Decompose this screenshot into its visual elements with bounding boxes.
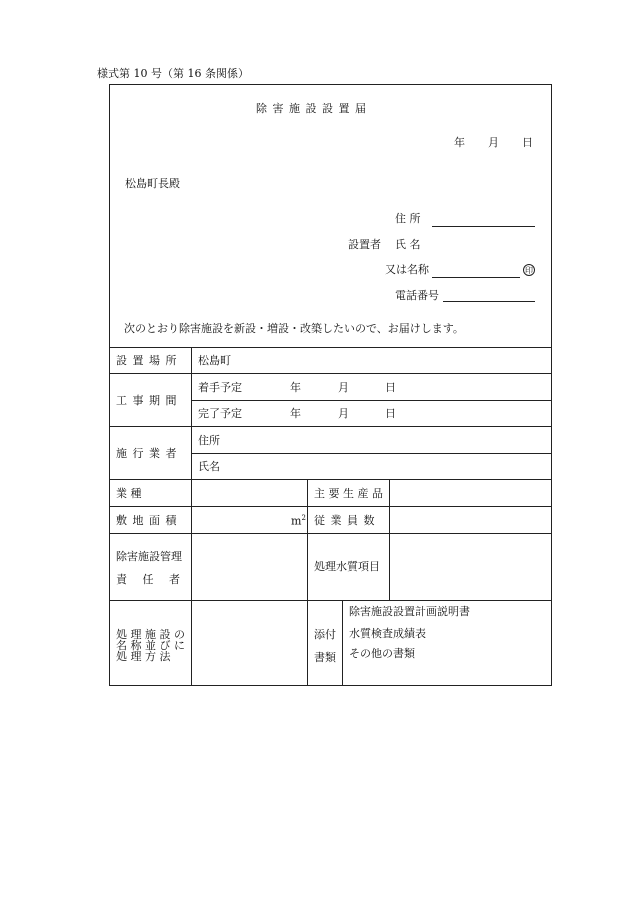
- site-area-unit: [291, 515, 306, 527]
- attachment-item: その他の書類: [349, 647, 415, 660]
- location-label: 設 置 場 所: [116, 354, 178, 367]
- manager-label-2: 責 任 者: [116, 573, 186, 586]
- form-title: 除 害 施 設 設 置 届: [256, 102, 367, 115]
- end-month[interactable]: 月: [338, 407, 349, 420]
- date-day: 日: [522, 136, 533, 149]
- facility-label-2: 名 称 並 び に: [116, 639, 185, 652]
- contractor-address-label[interactable]: 住所: [198, 434, 220, 447]
- address-field[interactable]: [432, 226, 535, 227]
- facility-label-1: 処 理 施 設 の: [116, 628, 185, 641]
- phone-label: 電話番号: [395, 289, 439, 302]
- phone-field[interactable]: [443, 301, 535, 302]
- industry-label-text: 業 種: [116, 487, 142, 500]
- name-field[interactable]: [432, 277, 520, 278]
- end-label: 完了予定: [198, 407, 242, 420]
- contractor-name-label[interactable]: 氏名: [198, 460, 220, 473]
- row-line: [109, 600, 552, 601]
- row-line: [109, 533, 552, 534]
- address-label: 住 所: [395, 212, 421, 225]
- col-line: [342, 600, 343, 686]
- installer-label: 設置者: [348, 238, 381, 251]
- industry-label: [116, 488, 186, 499]
- or-name-label: 又は名称: [385, 263, 429, 276]
- start-label: 着手予定: [198, 381, 242, 394]
- row-line: [109, 373, 552, 374]
- form-number: 様式第 10 号（第 16 条関係）: [97, 67, 249, 80]
- start-year[interactable]: 年: [290, 381, 301, 394]
- end-day[interactable]: 日: [385, 407, 396, 420]
- contractor-label: 施 行 業 者: [116, 447, 178, 460]
- attachment-item: 水質検査成績表: [349, 627, 426, 640]
- statement: 次のとおり除害施設を新設・増設・改築したいので、お届けします。: [124, 322, 464, 335]
- name-label: 氏 名: [395, 238, 421, 251]
- addressee: 松島町長殿: [125, 177, 180, 190]
- row-line: [109, 347, 552, 348]
- manager-label-1: 除害施設管理: [116, 550, 182, 563]
- form-frame: [109, 84, 552, 686]
- date-month: 月: [488, 136, 499, 149]
- seal-mark: 印: [525, 266, 533, 275]
- area-unit-superscript: 2: [301, 514, 306, 522]
- main-product-label: 主 要 生 産 品: [314, 487, 383, 500]
- start-day[interactable]: 日: [385, 381, 396, 394]
- row-line: [191, 453, 552, 454]
- water-quality-label: 処理水質項目: [314, 560, 380, 573]
- row-line: [109, 426, 552, 427]
- col-line: [307, 479, 308, 686]
- attached-label-2: 書類: [314, 651, 336, 664]
- area-unit-text: m: [291, 514, 302, 528]
- main-product-value[interactable]: [389, 479, 552, 506]
- col-line: [191, 347, 192, 686]
- location-value[interactable]: 松島町: [198, 354, 231, 367]
- facility-label-3: 処 理 方 法: [116, 650, 171, 663]
- row-line: [109, 506, 552, 507]
- period-label: 工 事 期 間: [116, 394, 178, 407]
- employees-label: 従 業 員 数: [314, 514, 376, 527]
- row-line: [191, 400, 552, 401]
- attached-label-1: 添付: [314, 628, 336, 641]
- industry-value[interactable]: [191, 479, 307, 506]
- site-area-label: 敷 地 面 積: [116, 514, 178, 527]
- attachment-item: 除害施設設置計画説明書: [349, 605, 470, 618]
- end-year[interactable]: 年: [290, 407, 301, 420]
- start-month[interactable]: 月: [338, 381, 349, 394]
- date-year: 年: [454, 136, 465, 149]
